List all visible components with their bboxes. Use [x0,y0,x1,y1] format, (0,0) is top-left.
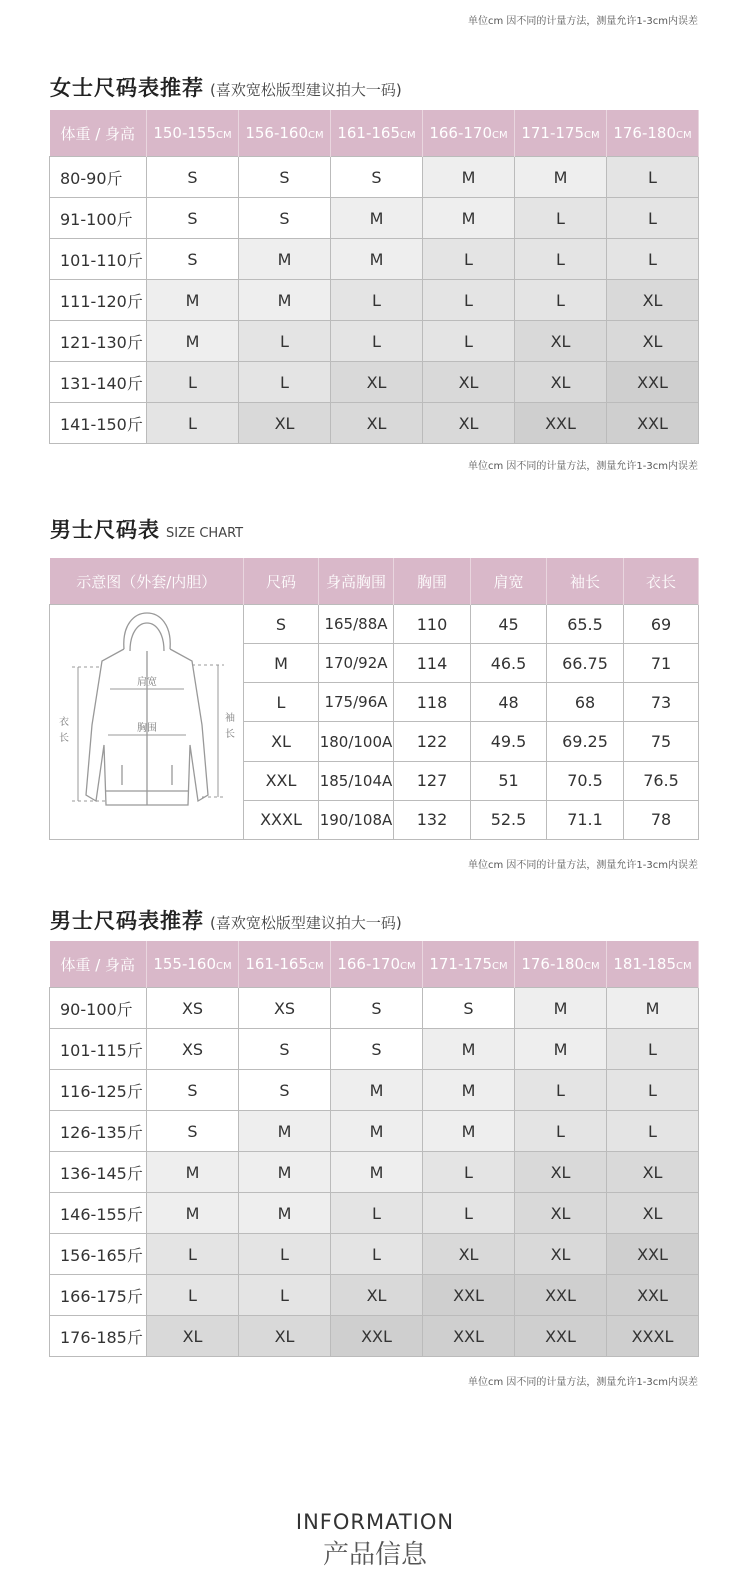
measure-cell: 49.5 [471,722,547,761]
measure-cell: 180/100A [319,722,394,761]
weight-label: 126-135斤 [50,1111,147,1152]
size-cell: XL [423,403,515,444]
table-row [50,198,699,239]
shoulder-label: 肩宽 [136,677,157,688]
women-size-table [49,110,699,444]
height-header: 155-160CM [147,941,239,988]
size-cell: XL [239,1316,331,1357]
height-header: 166-170CM [331,941,423,988]
table-row [50,1316,699,1357]
size-cell: M [515,157,607,198]
men-title: 男士尺码表推荐 [50,909,204,933]
measurement-note: 单位cm 因不同的计量方法，测量允许1-3cm内误差 [468,860,698,871]
height-header: 181-185CM [607,941,699,988]
size-cell: M [239,280,331,321]
size-cell: L [607,198,699,239]
size-cell: XXL [607,1234,699,1275]
size-cell: L [607,1111,699,1152]
weight-label: 91-100斤 [50,198,147,239]
size-cell: L [239,362,331,403]
chest-label: 胸围 [136,723,157,734]
chart-header: 袖长 [547,558,624,605]
corner-header: 体重 / 身高 [50,941,147,988]
size-cell: M [147,280,239,321]
measure-cell: 75 [624,722,699,761]
measure-cell: 45 [471,605,547,644]
size-cell: L [423,1193,515,1234]
women-title: 女士尺码表推荐 [50,76,204,100]
size-cell: L [331,1234,423,1275]
size-cell: XXL [423,1275,515,1316]
sleeve-label-2: 长 [224,729,235,740]
size-cell: S [331,1029,423,1070]
size-cell: S [147,157,239,198]
chart-header: 胸围 [394,558,471,605]
size-cell: XS [239,988,331,1029]
jacket-illustration [52,605,242,835]
size-cell: L [607,239,699,280]
measurement-note: 单位cm 因不同的计量方法，测量允许1-3cm内误差 [468,461,698,472]
women-subtitle: (喜欢宽松版型建议拍大一码) [210,81,402,99]
size-cell: M [423,1029,515,1070]
measure-cell: 114 [394,644,471,683]
chart-header: 示意图（外套/内胆） [50,558,244,605]
size-cell: M [239,239,331,280]
size-cell: S [331,988,423,1029]
size-cell: XL [515,362,607,403]
length-label-1: 衣 [58,717,69,728]
table-row [50,280,699,321]
measure-cell: M [244,644,319,683]
men-subtitle: (喜欢宽松版型建议拍大一码) [210,914,402,932]
size-cell: S [147,239,239,280]
measure-cell: 175/96A [319,683,394,722]
size-cell: L [607,1070,699,1111]
size-cell: XL [331,362,423,403]
size-cell: M [423,198,515,239]
corner-header: 体重 / 身高 [50,110,147,157]
table-row [50,1275,699,1316]
men-size-table [49,941,699,1357]
weight-label: 131-140斤 [50,362,147,403]
measurement-note: 单位cm 因不同的计量方法，测量允许1-3cm内误差 [468,1377,698,1388]
size-cell: M [331,1111,423,1152]
table-row [50,605,699,644]
measure-cell: 185/104A [319,761,394,800]
men-heading [50,905,402,935]
measure-cell: 46.5 [471,644,547,683]
measure-cell: 73 [624,683,699,722]
size-cell: L [331,280,423,321]
information-title: INFORMATION [295,1510,455,1534]
chart-header: 肩宽 [471,558,547,605]
height-header: 150-155CM [147,110,239,157]
measure-cell: 48 [471,683,547,722]
size-cell: XL [607,1152,699,1193]
height-header: 176-180CM [515,941,607,988]
size-cell: L [147,403,239,444]
weight-label: 90-100斤 [50,988,147,1029]
sleeve-label-1: 袖 [224,713,235,724]
size-cell: XL [331,403,423,444]
size-cell: XXL [331,1316,423,1357]
height-header: 161-165CM [331,110,423,157]
size-cell: M [331,1152,423,1193]
size-cell: XL [607,321,699,362]
height-header: 176-180CM [607,110,699,157]
table-row [50,362,699,403]
size-cell: XXL [515,1275,607,1316]
size-cell: S [423,988,515,1029]
measure-cell: 78 [624,800,699,839]
size-cell: XL [515,1193,607,1234]
table-row [50,1029,699,1070]
size-cell: XXXL [607,1316,699,1357]
table-row [50,157,699,198]
measure-cell: 170/92A [319,644,394,683]
size-cell: XS [147,1029,239,1070]
size-cell: M [331,1070,423,1111]
weight-label: 136-145斤 [50,1152,147,1193]
size-cell: XXL [515,403,607,444]
size-cell: S [147,1070,239,1111]
size-cell: M [331,239,423,280]
size-cell: L [515,239,607,280]
table-row [50,1193,699,1234]
measure-cell: L [244,683,319,722]
size-cell: XL [515,321,607,362]
chart-header: 衣长 [624,558,699,605]
size-cell: L [515,1070,607,1111]
size-cell: L [331,321,423,362]
measure-cell: XXL [244,761,319,800]
table-row [50,988,699,1029]
weight-label: 80-90斤 [50,157,147,198]
women-heading [50,72,402,102]
height-header: 156-160CM [239,110,331,157]
weight-label: 166-175斤 [50,1275,147,1316]
measure-cell: 65.5 [547,605,624,644]
height-header: 161-165CM [239,941,331,988]
size-cell: L [423,1152,515,1193]
weight-label: 176-185斤 [50,1316,147,1357]
size-cell: S [331,157,423,198]
measure-cell: 132 [394,800,471,839]
measure-cell: 122 [394,722,471,761]
size-cell: XS [147,988,239,1029]
size-cell: L [423,321,515,362]
size-cell: XL [607,1193,699,1234]
measure-cell: XL [244,722,319,761]
size-cell: XXL [515,1316,607,1357]
measure-cell: 70.5 [547,761,624,800]
size-cell: XL [607,280,699,321]
size-cell: L [147,1275,239,1316]
measure-cell: 69 [624,605,699,644]
size-cell: XL [515,1234,607,1275]
weight-label: 101-115斤 [50,1029,147,1070]
table-row [50,1070,699,1111]
men-chart-heading [50,514,243,544]
measure-cell: 127 [394,761,471,800]
table-row [50,403,699,444]
size-cell: M [423,1111,515,1152]
men-chart-subtitle: SIZE CHART [166,526,244,541]
size-cell: M [239,1111,331,1152]
size-cell: M [515,1029,607,1070]
size-cell: XL [515,1152,607,1193]
size-cell: S [239,1070,331,1111]
measure-cell: 76.5 [624,761,699,800]
weight-label: 141-150斤 [50,403,147,444]
weight-label: 111-120斤 [50,280,147,321]
size-cell: S [239,1029,331,1070]
measure-cell: 69.25 [547,722,624,761]
size-cell: L [423,280,515,321]
size-cell: XL [239,403,331,444]
size-cell: XXL [607,362,699,403]
size-cell: XL [147,1316,239,1357]
table-row [50,1152,699,1193]
measure-cell: 52.5 [471,800,547,839]
chart-header: 尺码 [244,558,319,605]
size-cell: M [423,157,515,198]
size-cell: L [147,362,239,403]
size-cell: XXL [423,1316,515,1357]
size-cell: L [147,1234,239,1275]
size-cell: M [239,1193,331,1234]
size-cell: L [607,1029,699,1070]
size-cell: M [607,988,699,1029]
size-cell: XXL [607,403,699,444]
size-cell: XXL [607,1275,699,1316]
size-cell: M [239,1152,331,1193]
measure-cell: 51 [471,761,547,800]
men-chart-title: 男士尺码表 [50,518,160,542]
illustration-cell [50,605,244,840]
measure-cell: 118 [394,683,471,722]
weight-label: 156-165斤 [50,1234,147,1275]
table-row [50,1111,699,1152]
measure-cell: 165/88A [319,605,394,644]
weight-label: 146-155斤 [50,1193,147,1234]
chart-header: 身高胸围 [319,558,394,605]
size-cell: M [147,321,239,362]
product-info-cut-title: 产品信息 [322,1540,427,1570]
size-cell: L [239,321,331,362]
measure-cell: XXXL [244,800,319,839]
men-measurement-table [49,558,699,840]
size-cell: M [515,988,607,1029]
size-cell: L [515,1111,607,1152]
size-cell: S [239,198,331,239]
table-row [50,1234,699,1275]
height-header: 166-170CM [423,110,515,157]
weight-label: 101-110斤 [50,239,147,280]
height-header: 171-175CM [423,941,515,988]
size-cell: S [147,1111,239,1152]
size-cell: M [423,1070,515,1111]
weight-label: 116-125斤 [50,1070,147,1111]
size-cell: S [147,198,239,239]
measure-cell: S [244,605,319,644]
measurement-note: 单位cm 因不同的计量方法，测量允许1-3cm内误差 [468,16,698,27]
table-row [50,321,699,362]
size-cell: L [331,1193,423,1234]
size-cell: S [239,157,331,198]
size-cell: L [239,1275,331,1316]
measure-cell: 68 [547,683,624,722]
size-cell: L [515,198,607,239]
size-cell: XL [331,1275,423,1316]
measure-cell: 66.75 [547,644,624,683]
size-cell: L [239,1234,331,1275]
height-header: 171-175CM [515,110,607,157]
size-cell: M [147,1193,239,1234]
measure-cell: 71 [624,644,699,683]
size-cell: L [423,239,515,280]
size-cell: L [515,280,607,321]
size-cell: M [331,198,423,239]
length-label-2: 长 [58,733,69,744]
size-cell: M [147,1152,239,1193]
size-cell: XL [423,1234,515,1275]
size-cell: XL [423,362,515,403]
measure-cell: 71.1 [547,800,624,839]
size-cell: L [607,157,699,198]
weight-label: 121-130斤 [50,321,147,362]
measure-cell: 190/108A [319,800,394,839]
table-row [50,239,699,280]
measure-cell: 110 [394,605,471,644]
